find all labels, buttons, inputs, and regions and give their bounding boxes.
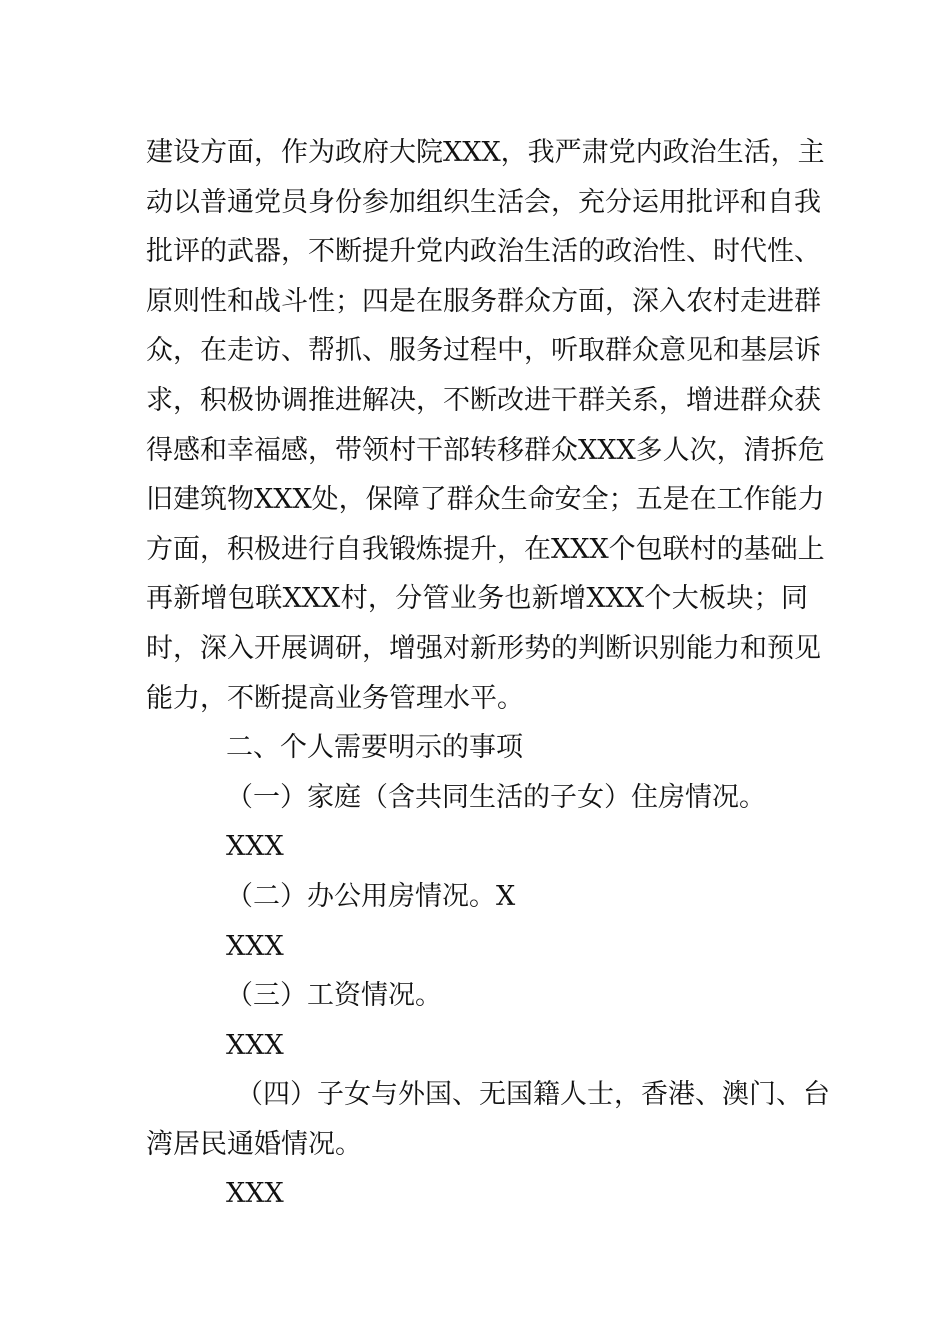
paragraph-line: 批评的武器，不断提升党内政治生活的政治性、时代性、 (146, 236, 821, 268)
item-1-title: （一）家庭（含共同生活的子女）住房情况。 (226, 781, 766, 813)
paragraph-line: 动以普通党员身份参加组织生活会，充分运用批评和自我 (146, 186, 821, 218)
item-2-value: XXX (226, 930, 284, 962)
paragraph-line: 方面，积极进行自我锻炼提升，在XXX个包联村的基础上 (146, 533, 825, 565)
section-heading: 二、个人需要明示的事项 (226, 732, 523, 764)
item-3-title: （三）工资情况。 (226, 980, 442, 1012)
item-4-title-line-2: 湾居民通婚情况。 (146, 1128, 362, 1160)
document-body (146, 128, 830, 1219)
paragraph-line: 原则性和战斗性；四是在服务群众方面，深入农村走进群 (146, 285, 821, 317)
item-2-title: （二）办公用房情况。X (226, 880, 516, 912)
paragraph-line: 众，在走访、帮抓、服务过程中，听取群众意见和基层诉 (146, 335, 821, 367)
item-4-value: XXX (226, 1178, 284, 1210)
paragraph-line: 建设方面，作为政府大院XXX，我严肃党内政治生活，主 (146, 137, 825, 168)
paragraph-line: 得感和幸福感，带领村干部转移群众XXX多人次，清拆危 (146, 434, 825, 466)
item-4-title-line-1: （四）子女与外国、无国籍人士，香港、澳门、台 (236, 1079, 830, 1111)
paragraph-line: 再新增包联XXX村，分管业务也新增XXX个大板块；同 (146, 583, 808, 615)
item-3-value: XXX (226, 1029, 284, 1061)
item-1-value: XXX (226, 831, 284, 863)
paragraph-line: 旧建筑物XXX处，保障了群众生命安全；五是在工作能力 (146, 484, 825, 516)
paragraph-line: 求，积极协调推进解决，不断改进干群关系，增进群众获 (146, 384, 821, 416)
paragraph-line: 能力，不断提高业务管理水平。 (146, 682, 524, 714)
paragraph-line: 时，深入开展调研，增强对新形势的判断识别能力和预见 (146, 632, 821, 664)
